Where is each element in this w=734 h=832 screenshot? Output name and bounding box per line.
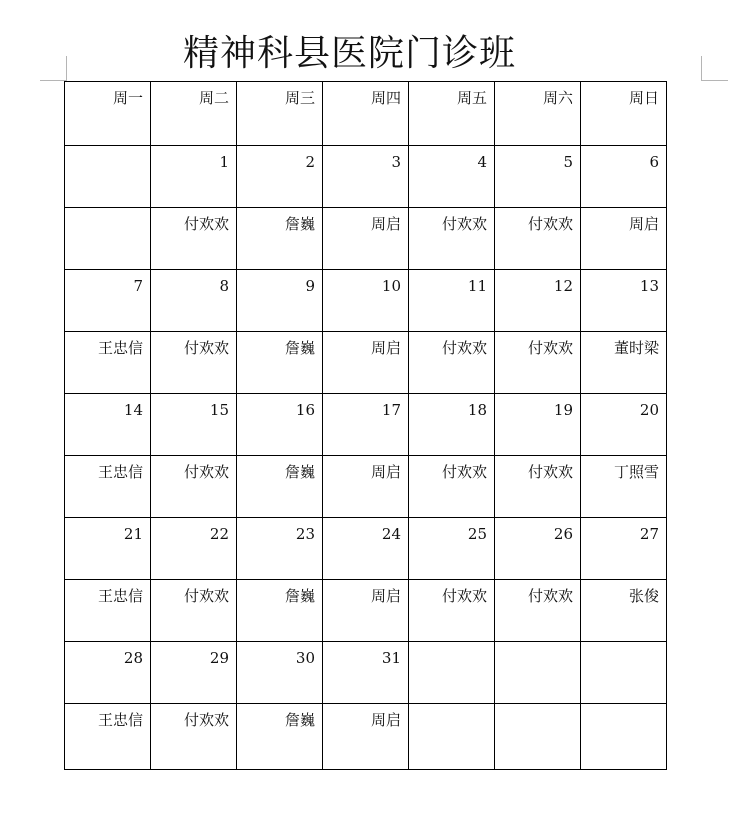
date-row bbox=[65, 518, 667, 580]
doctor-cell: 王忠信 bbox=[65, 704, 151, 770]
date-cell: 4 bbox=[409, 146, 495, 208]
doctor-cell: 付欢欢 bbox=[151, 332, 237, 394]
doctor-cell: 丁照雪 bbox=[581, 456, 667, 518]
crop-mark-right-vertical bbox=[701, 56, 702, 81]
weekday-header: 周三 bbox=[237, 82, 323, 146]
weekday-header: 周二 bbox=[151, 82, 237, 146]
crop-mark-right bbox=[701, 80, 728, 81]
doctor-row bbox=[65, 704, 667, 770]
date-cell: 17 bbox=[323, 394, 409, 456]
schedule-table bbox=[64, 81, 667, 770]
doctor-row bbox=[65, 456, 667, 518]
date-cell: 19 bbox=[495, 394, 581, 456]
doctor-cell: 付欢欢 bbox=[151, 580, 237, 642]
doctor-row bbox=[65, 208, 667, 270]
date-cell: 9 bbox=[237, 270, 323, 332]
date-cell: 27 bbox=[581, 518, 667, 580]
doctor-cell: 詹巍 bbox=[237, 332, 323, 394]
weekday-header: 周日 bbox=[581, 82, 667, 146]
date-cell: 14 bbox=[65, 394, 151, 456]
weekday-header: 周五 bbox=[409, 82, 495, 146]
doctor-cell: 张俊 bbox=[581, 580, 667, 642]
date-cell: 6 bbox=[581, 146, 667, 208]
date-cell: 1 bbox=[151, 146, 237, 208]
doctor-cell: 付欢欢 bbox=[409, 580, 495, 642]
doctor-cell: 周启 bbox=[323, 332, 409, 394]
date-cell bbox=[495, 642, 581, 704]
date-cell: 10 bbox=[323, 270, 409, 332]
doctor-cell: 董时梁 bbox=[581, 332, 667, 394]
weekday-header-row bbox=[65, 82, 667, 146]
date-cell: 24 bbox=[323, 518, 409, 580]
doctor-cell: 付欢欢 bbox=[409, 456, 495, 518]
doctor-cell: 王忠信 bbox=[65, 580, 151, 642]
doctor-cell: 付欢欢 bbox=[495, 580, 581, 642]
date-cell: 28 bbox=[65, 642, 151, 704]
date-cell: 3 bbox=[323, 146, 409, 208]
doctor-cell: 周启 bbox=[323, 208, 409, 270]
doctor-cell bbox=[495, 704, 581, 770]
date-cell: 5 bbox=[495, 146, 581, 208]
date-cell bbox=[581, 642, 667, 704]
doctor-cell: 付欢欢 bbox=[151, 456, 237, 518]
date-cell: 29 bbox=[151, 642, 237, 704]
doctor-cell: 王忠信 bbox=[65, 332, 151, 394]
date-cell: 25 bbox=[409, 518, 495, 580]
doctor-cell: 付欢欢 bbox=[495, 208, 581, 270]
date-cell: 11 bbox=[409, 270, 495, 332]
doctor-cell: 付欢欢 bbox=[151, 208, 237, 270]
doctor-cell: 詹巍 bbox=[237, 456, 323, 518]
crop-mark-left-vertical bbox=[66, 56, 67, 81]
doctor-cell: 周启 bbox=[581, 208, 667, 270]
date-cell bbox=[65, 146, 151, 208]
date-row bbox=[65, 642, 667, 704]
date-cell: 26 bbox=[495, 518, 581, 580]
doctor-cell: 詹巍 bbox=[237, 208, 323, 270]
doctor-cell: 周启 bbox=[323, 580, 409, 642]
doctor-cell: 周启 bbox=[323, 456, 409, 518]
doctor-cell: 王忠信 bbox=[65, 456, 151, 518]
date-cell: 2 bbox=[237, 146, 323, 208]
weekday-header: 周一 bbox=[65, 82, 151, 146]
date-cell: 16 bbox=[237, 394, 323, 456]
doctor-cell bbox=[409, 704, 495, 770]
doctor-cell: 詹巍 bbox=[237, 580, 323, 642]
page-title: 精神科县医院门诊班 bbox=[183, 33, 517, 74]
date-cell: 15 bbox=[151, 394, 237, 456]
doctor-cell bbox=[581, 704, 667, 770]
doctor-cell bbox=[65, 208, 151, 270]
doctor-cell: 付欢欢 bbox=[495, 456, 581, 518]
date-cell: 7 bbox=[65, 270, 151, 332]
date-row bbox=[65, 270, 667, 332]
date-row bbox=[65, 146, 667, 208]
doctor-cell: 付欢欢 bbox=[409, 208, 495, 270]
doctor-cell: 詹巍 bbox=[237, 704, 323, 770]
doctor-row bbox=[65, 332, 667, 394]
doctor-row bbox=[65, 580, 667, 642]
doctor-cell: 付欢欢 bbox=[409, 332, 495, 394]
date-cell: 22 bbox=[151, 518, 237, 580]
date-cell: 12 bbox=[495, 270, 581, 332]
doctor-cell: 周启 bbox=[323, 704, 409, 770]
date-cell: 8 bbox=[151, 270, 237, 332]
date-cell: 20 bbox=[581, 394, 667, 456]
date-cell: 31 bbox=[323, 642, 409, 704]
date-cell: 18 bbox=[409, 394, 495, 456]
date-cell: 13 bbox=[581, 270, 667, 332]
date-cell: 30 bbox=[237, 642, 323, 704]
weekday-header: 周四 bbox=[323, 82, 409, 146]
doctor-cell: 付欢欢 bbox=[495, 332, 581, 394]
doctor-cell: 付欢欢 bbox=[151, 704, 237, 770]
date-cell: 21 bbox=[65, 518, 151, 580]
crop-mark-left bbox=[40, 80, 67, 81]
date-row bbox=[65, 394, 667, 456]
date-cell bbox=[409, 642, 495, 704]
weekday-header: 周六 bbox=[495, 82, 581, 146]
date-cell: 23 bbox=[237, 518, 323, 580]
